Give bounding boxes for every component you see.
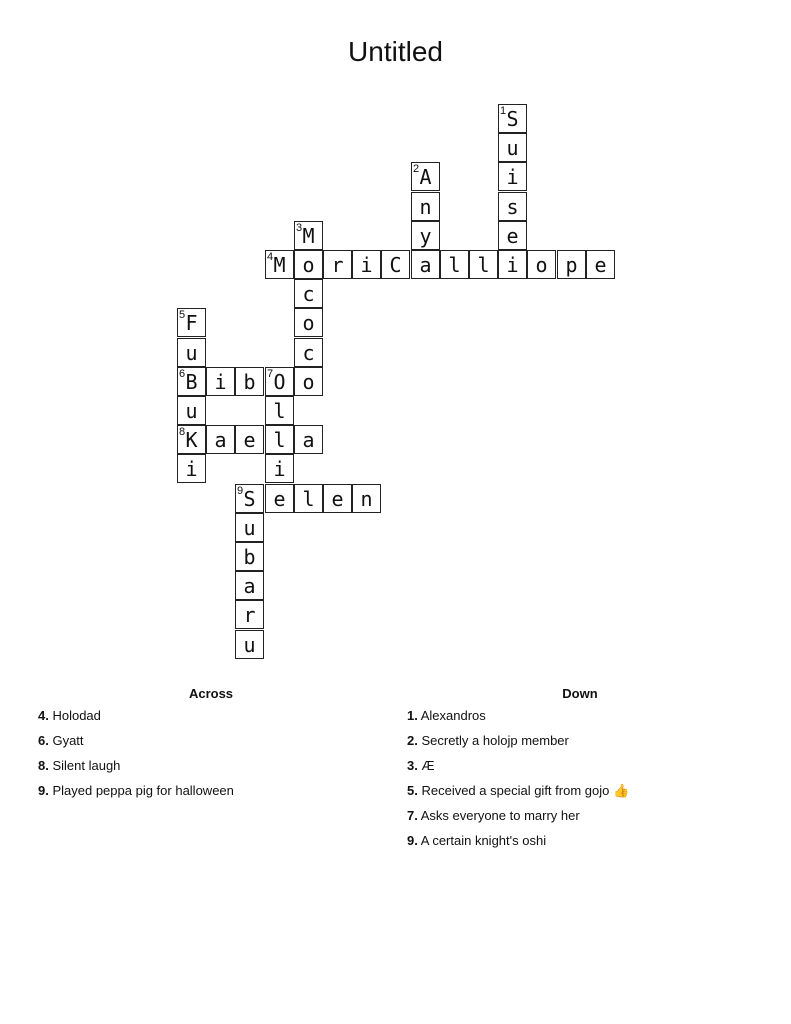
clue-number: 2. bbox=[407, 733, 418, 748]
grid-cell[interactable] bbox=[498, 192, 527, 221]
grid-cell[interactable] bbox=[527, 250, 556, 279]
grid-cell[interactable] bbox=[265, 425, 294, 454]
grid-cell[interactable] bbox=[498, 250, 527, 279]
cell-letter: b bbox=[243, 544, 256, 569]
clue-text: Played peppa pig for halloween bbox=[52, 783, 234, 798]
cell-letter: b bbox=[243, 369, 256, 394]
grid-cell[interactable] bbox=[235, 542, 264, 571]
cell-letter: i bbox=[506, 252, 519, 277]
cell-letter: K bbox=[185, 427, 198, 452]
clue-number: 7. bbox=[407, 808, 418, 823]
grid-cell[interactable] bbox=[498, 133, 527, 162]
puzzle-title: Untitled bbox=[348, 36, 443, 67]
grid-cell[interactable] bbox=[177, 425, 206, 454]
cell-letter: A bbox=[419, 164, 432, 189]
grid-cell[interactable] bbox=[557, 250, 586, 279]
clue-number: 9. bbox=[38, 783, 49, 798]
cell-letter: p bbox=[565, 252, 578, 277]
cell-letter: S bbox=[506, 106, 519, 131]
clue-text: Æ bbox=[421, 758, 435, 773]
cell-letter: M bbox=[273, 252, 286, 277]
grid-cell[interactable] bbox=[265, 454, 294, 483]
grid-cell[interactable] bbox=[235, 367, 264, 396]
grid-cell[interactable] bbox=[235, 571, 264, 600]
cell-letter: M bbox=[302, 223, 315, 248]
cell-letter: u bbox=[185, 340, 198, 365]
cell-number: 5 bbox=[179, 309, 186, 321]
clue-number: 3. bbox=[407, 758, 418, 773]
down-clue bbox=[407, 758, 747, 783]
clue-number: 8. bbox=[38, 758, 49, 773]
cell-letter: n bbox=[419, 194, 432, 219]
cell-letter: o bbox=[302, 369, 315, 394]
cell-letter: i bbox=[214, 369, 227, 394]
grid-cell[interactable] bbox=[177, 338, 206, 367]
clue-number: 1. bbox=[407, 708, 418, 723]
grid-cell[interactable] bbox=[177, 308, 206, 337]
cell-letter: S bbox=[243, 486, 256, 511]
grid-cell[interactable] bbox=[411, 250, 440, 279]
clue-text: Silent laugh bbox=[52, 758, 121, 773]
grid-cell[interactable] bbox=[294, 425, 323, 454]
cell-letter: l bbox=[477, 252, 490, 277]
grid-cell[interactable] bbox=[235, 484, 264, 513]
clue-number: 9. bbox=[407, 833, 418, 848]
cell-letter: B bbox=[185, 369, 198, 394]
cell-letter: F bbox=[185, 310, 198, 335]
grid-cell[interactable] bbox=[411, 221, 440, 250]
grid-cell[interactable] bbox=[177, 367, 206, 396]
cell-letter: o bbox=[302, 252, 315, 277]
cell-number: 2 bbox=[413, 163, 420, 175]
cell-number: 1 bbox=[500, 105, 507, 117]
cell-letter: u bbox=[506, 135, 519, 160]
grid-cell[interactable] bbox=[381, 250, 410, 279]
grid-cell[interactable] bbox=[294, 250, 323, 279]
cell-letter: C bbox=[389, 252, 402, 277]
grid-cell[interactable] bbox=[294, 338, 323, 367]
across-heading: Across bbox=[188, 686, 234, 701]
cell-letter: a bbox=[243, 573, 256, 598]
cell-letter: a bbox=[419, 252, 432, 277]
cell-letter: u bbox=[243, 632, 256, 657]
grid-cell[interactable] bbox=[265, 396, 294, 425]
grid-cell[interactable] bbox=[294, 279, 323, 308]
cell-letter: y bbox=[419, 223, 432, 248]
grid-cell[interactable] bbox=[177, 454, 206, 483]
cell-number: 3 bbox=[296, 222, 303, 234]
cell-letter: O bbox=[273, 369, 286, 394]
clue-text: Alexandros bbox=[420, 708, 486, 723]
cell-letter: l bbox=[302, 486, 315, 511]
grid-cell[interactable] bbox=[235, 425, 264, 454]
grid-cell[interactable] bbox=[469, 250, 498, 279]
across-clue bbox=[38, 783, 378, 808]
grid-cell[interactable] bbox=[323, 250, 352, 279]
down-heading: Down bbox=[562, 686, 598, 701]
cell-letter: u bbox=[185, 398, 198, 423]
cell-letter: i bbox=[273, 456, 286, 481]
cell-letter: l bbox=[448, 252, 461, 277]
clue-text: Gyatt bbox=[52, 733, 84, 748]
down-clue bbox=[407, 733, 747, 758]
cell-letter: a bbox=[214, 427, 227, 452]
down-clue bbox=[407, 708, 747, 733]
grid-cell[interactable] bbox=[265, 484, 294, 513]
cell-letter: r bbox=[331, 252, 344, 277]
grid-cell[interactable] bbox=[294, 308, 323, 337]
cell-letter: i bbox=[360, 252, 373, 277]
down-clue bbox=[407, 808, 747, 833]
grid-cell[interactable] bbox=[177, 396, 206, 425]
cell-letter: a bbox=[302, 427, 315, 452]
cell-letter: o bbox=[302, 310, 315, 335]
grid-cell[interactable] bbox=[294, 221, 323, 250]
down-clues bbox=[407, 686, 747, 858]
grid-cell[interactable] bbox=[411, 162, 440, 191]
grid-cell[interactable] bbox=[411, 192, 440, 221]
grid-cell[interactable] bbox=[440, 250, 469, 279]
cell-number: 4 bbox=[267, 251, 274, 263]
down-clue bbox=[407, 833, 747, 858]
cell-number: 8 bbox=[179, 426, 186, 438]
clue-text: Asks everyone to marry her bbox=[420, 808, 580, 823]
cell-letter: e bbox=[331, 486, 344, 511]
clue-number: 6. bbox=[38, 733, 49, 748]
grid-cell[interactable] bbox=[294, 484, 323, 513]
across-clue bbox=[38, 733, 378, 758]
grid-cell[interactable] bbox=[498, 162, 527, 191]
cell-letter: o bbox=[535, 252, 548, 277]
cell-letter: u bbox=[243, 515, 256, 540]
grid-cell[interactable] bbox=[235, 630, 264, 659]
clue-text: Secretly a holojp member bbox=[421, 733, 569, 748]
grid-cell[interactable] bbox=[352, 484, 381, 513]
cell-letter: e bbox=[506, 223, 519, 248]
cell-letter: l bbox=[273, 398, 286, 423]
grid-cell[interactable] bbox=[206, 425, 235, 454]
clue-text: A certain knight's oshi bbox=[420, 833, 547, 848]
grid-cell[interactable] bbox=[235, 600, 264, 629]
across-clue bbox=[38, 758, 378, 783]
grid-cell[interactable] bbox=[498, 104, 527, 133]
cell-number: 7 bbox=[267, 368, 274, 380]
cell-letter: i bbox=[185, 456, 198, 481]
grid-cell[interactable] bbox=[498, 221, 527, 250]
clue-text: Received a special gift from gojo 👍 bbox=[421, 783, 630, 798]
cell-number: 6 bbox=[179, 368, 186, 380]
cell-letter: r bbox=[243, 602, 256, 627]
grid-cell[interactable] bbox=[265, 367, 294, 396]
across-clues bbox=[38, 686, 378, 808]
down-clue bbox=[407, 783, 747, 808]
clue-number: 5. bbox=[407, 783, 418, 798]
cell-letter: n bbox=[360, 486, 373, 511]
grid-cell[interactable] bbox=[586, 250, 615, 279]
grid-cell[interactable] bbox=[352, 250, 381, 279]
grid-cell[interactable] bbox=[294, 367, 323, 396]
cell-letter: c bbox=[302, 281, 315, 306]
cell-number: 9 bbox=[237, 485, 244, 497]
cell-letter: l bbox=[273, 427, 286, 452]
cell-letter: e bbox=[273, 486, 286, 511]
across-clue bbox=[38, 708, 378, 733]
cell-letter: e bbox=[594, 252, 607, 277]
grid-cell[interactable] bbox=[323, 484, 352, 513]
clue-text: Holodad bbox=[52, 708, 101, 723]
clue-number: 4. bbox=[38, 708, 49, 723]
grid-cell[interactable] bbox=[206, 367, 235, 396]
cell-letter: s bbox=[506, 194, 519, 219]
cell-letter: c bbox=[302, 340, 315, 365]
grid-cell[interactable] bbox=[235, 513, 264, 542]
cell-letter: e bbox=[243, 427, 256, 452]
grid-cell[interactable] bbox=[265, 250, 294, 279]
cell-letter: i bbox=[506, 164, 519, 189]
